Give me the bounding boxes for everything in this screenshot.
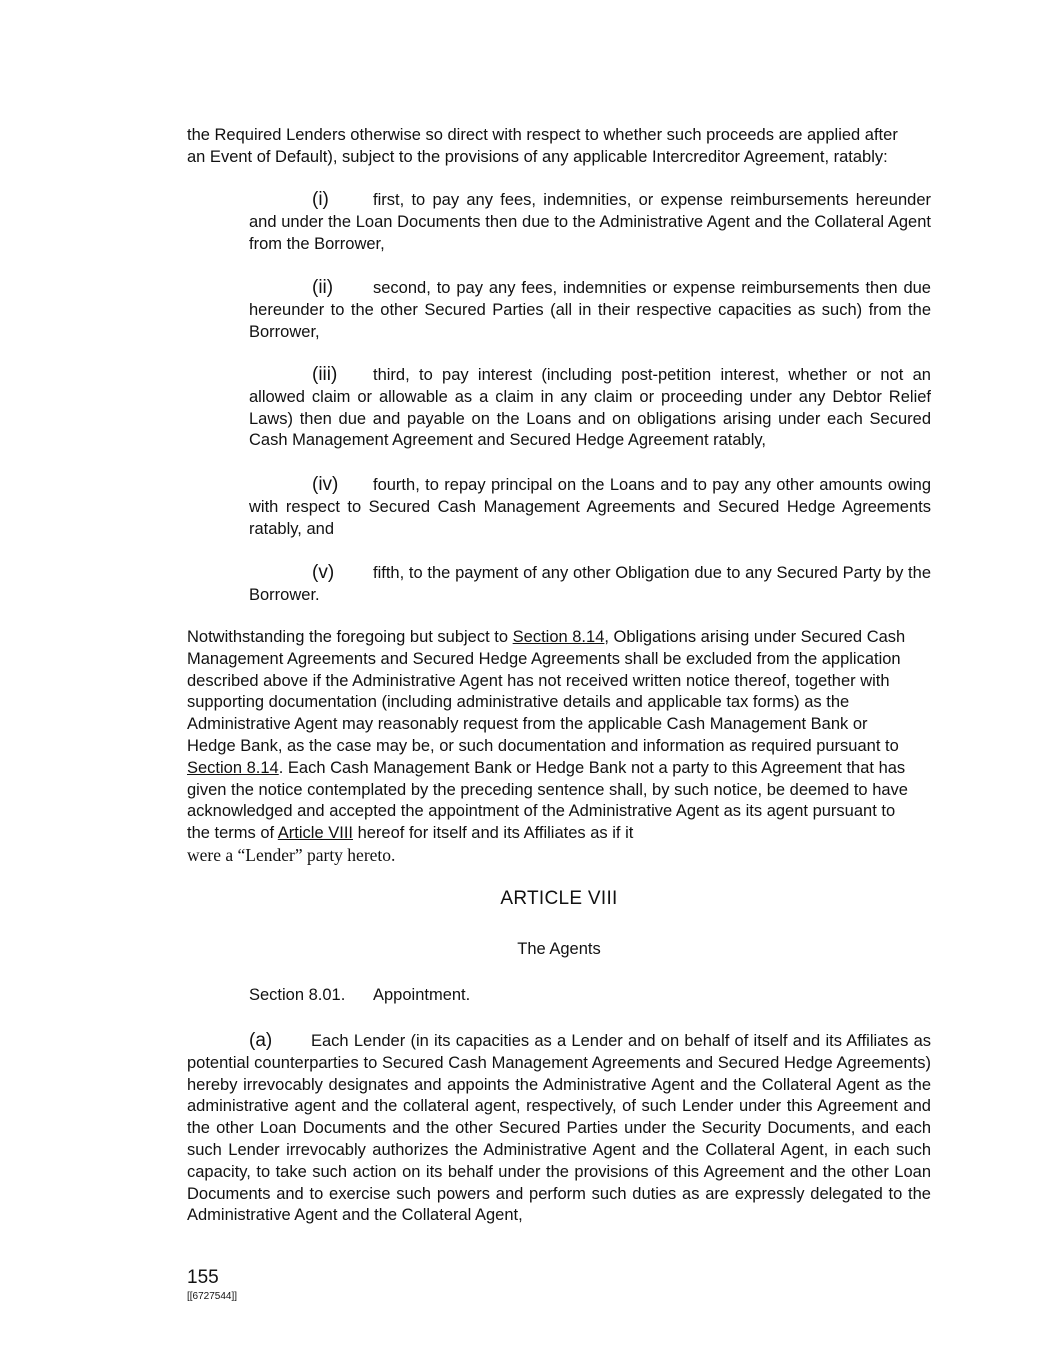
list-item-v bbox=[249, 562, 931, 607]
page-number: 155 bbox=[187, 1267, 219, 1288]
list-item-iv bbox=[249, 474, 931, 540]
intro-line-2: an Event of Default), subject to the provisions of any applicable Intercreditor Agreement, ratably: bbox=[187, 147, 888, 166]
section-title: Appointment. bbox=[373, 986, 471, 1004]
list-item-iii bbox=[249, 364, 931, 452]
notwithstanding-paragraph bbox=[187, 627, 917, 868]
section-number: Section 8.01. bbox=[249, 986, 346, 1004]
list-item-ii bbox=[249, 277, 931, 343]
list-item-i bbox=[249, 189, 931, 255]
document-id: [[6727544]] bbox=[187, 1291, 238, 1302]
notwithstanding-text-4: hereof for itself and its Affiliates as if it bbox=[352, 824, 634, 843]
list-item-text: fourth, to repay principal on the Loans and to pay any other amounts owing with respect to Secured Cash Management Agreements and Secured Hedge Agreements ratably, and bbox=[249, 476, 931, 538]
notwithstanding-text-3: . Each Cash Management Bank or Hedge Bank not a party to this Agreement that has given the notice contemplated by the preceding sentence shall, by such notice, be deemed to have acknowledged and accepted the appointment of the Administrative Agent as its agent pursuant to the terms of bbox=[187, 758, 908, 843]
list-item-label: (iii) bbox=[312, 364, 338, 385]
list-item-text: fifth, to the payment of any other Obligation due to any Secured Party by the Borrower. bbox=[249, 564, 931, 604]
list-item-label: (iv) bbox=[312, 474, 339, 495]
list-item-label: (v) bbox=[312, 562, 335, 583]
section-8-14-link[interactable]: Section 8.14 bbox=[512, 628, 605, 646]
paragraph-a bbox=[187, 1030, 931, 1227]
section-8-14-link[interactable]: Section 8.14 bbox=[187, 758, 279, 777]
notwithstanding-tail: were a “Lender” party hereto. bbox=[187, 844, 396, 865]
intro-paragraph bbox=[187, 125, 931, 169]
list-item-text: second, to pay any fees, indemnities or expense reimbursements then due hereunder to the other Secured Parties (all in their respective capacities as such) from the Borrower, bbox=[249, 279, 931, 341]
notwithstanding-text-2: , Obligations arising under Secured Cash Management Agreements and Secured Hedge Agreements shall be excluded from the application described above if the Administrative Agent has not received written notice thereof, together with supporting documentation (including administrative details and applicable tax forms) as the Administrative Agent may reasonably request from the applicable Cash Management Bank or Hedge Bank, as the case may be, or such documentation and information as required pursuant to bbox=[187, 628, 906, 755]
paragraph-a-text: Each Lender (in its capacities as a Lender and on behalf of itself and its Affiliates as potential counterparties to Secured Cash Management Agreements and Secured Hedge Agreements) hereby irrevocably designates and appoints the Administrative Agent and the Collateral Agent as the administrative agent and the collateral agent, respectively, of such Lender under this Agreement and the other Loan Documents and the other Secured Parties under the Security Documents, and each such Lender irrevocably authorizes the Administrative Agent and the Collateral Agent, in each such capacity, to take such action on its behalf under the provisions of this Agreement and the other Loan Documents and to exercise such powers and perform such duties as are expressly delegated to the Administrative Agent and the Collateral Agent, bbox=[187, 1032, 931, 1225]
intro-line-1: the Required Lenders otherwise so direct with respect to whether such proceeds are applied after bbox=[187, 126, 898, 144]
article-subtitle: The Agents bbox=[517, 940, 601, 958]
notwithstanding-text-1: Notwithstanding the foregoing but subject to bbox=[187, 628, 513, 646]
article-heading: ARTICLE VIII bbox=[500, 888, 618, 909]
section-heading bbox=[249, 986, 470, 1005]
list-item-text: first, to pay any fees, indemnities, or expense reimbursements hereunder and under the Loan Documents then due to the Administrative Agent and the Collateral Agent from the Borrower, bbox=[249, 191, 931, 253]
list-item-label: (ii) bbox=[312, 277, 334, 298]
article-viii-link[interactable]: Article VIII bbox=[277, 824, 353, 843]
list-item-text: third, to pay interest (including post-petition interest, whether or not an allowed claim or allowable as a claim in any claim or proceeding under any Debtor Relief Laws) then due and payable on the Loans and on obligations arising under each Secured Cash Management Agreement and Secured Hedge Agreement ratably, bbox=[249, 366, 931, 450]
list-item-label: (i) bbox=[312, 189, 329, 210]
paragraph-a-label: (a) bbox=[249, 1030, 273, 1051]
